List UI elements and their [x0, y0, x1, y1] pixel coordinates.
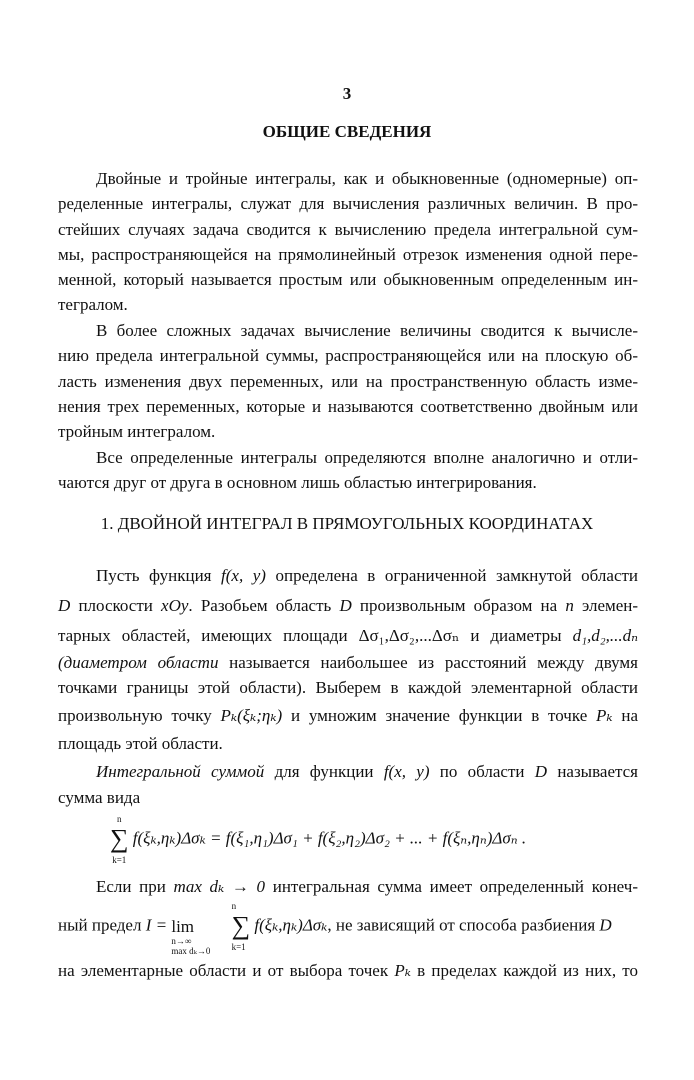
text-line: ласть изменения двух переменных, или на пространственную область изме- [58, 372, 638, 391]
formula-diameters: d₁,d₂,...dₙ [572, 626, 639, 645]
text-line: Если при max dₖ → 0 интегральная сумма имеет определенный конеч- [96, 877, 639, 896]
text-line: ределенные интегралы, служат для вычисления различных величин. В про- [58, 194, 638, 213]
text-line: стейших случаях задача сводится к вычислению предела интегральной сум- [58, 220, 638, 239]
text-line: нию предела интегральной суммы, распространяющейся или на плоскую об- [58, 346, 638, 365]
sum-symbol: n ∑ k=1 [110, 814, 129, 865]
text-line: Пусть функция f(x, y) определена в ограниченной замкнутой области [96, 566, 639, 585]
section-title-general: ОБЩИЕ СВЕДЕНИЯ [262, 122, 432, 141]
text-line: площадь этой области. [58, 734, 223, 753]
text-line: Интегральной суммой для функции f(x, y) по области D называется [96, 762, 639, 781]
text-line: D плоскости xOy. Разобьем область D произвольным образом на n элемен- [58, 596, 639, 615]
text-line: тарных областей, имеющих площади Δσ₁,Δσ₂,...Δσₙ и диаметры d₁,d₂,...dₙ [58, 626, 639, 645]
text-line: Все определенные интегралы определяются вполне аналогично и отли- [96, 448, 638, 467]
text-line: ный предел I = lim n→∞ max dₖ→0 n ∑ k=1 f(ξₖ,ηₖ)Δσₖ, не зависящий от способа разбиения D [58, 901, 612, 956]
text-line: нения трех переменных, которые и называются соответственно двойным или [58, 397, 638, 416]
formula-areas: Δσ₁,Δσ₂,...Δσₙ [358, 626, 460, 645]
text-line: произвольную точку Pₖ(ξₖ;ηₖ) и умножим значение функции в точке Pₖ на [58, 706, 639, 725]
equation-integral-sum: n ∑ k=1 f(ξₖ,ηₖ)Δσₖ = f(ξ₁,η₁)Δσ₁ + f(ξ₂,η₂)Δσ₂ + ... + f(ξₙ,ηₙ)Δσₙ . [110, 814, 527, 865]
text-line: менной, который называется простым или обыкновенным определенным ин- [58, 270, 638, 289]
page-number: 3 [342, 84, 352, 103]
text-line: точками границы этой области). Выберем в каждой элементарной области [58, 678, 638, 697]
formula-max-d: max dₖ → 0 [173, 877, 266, 896]
section-title-1: 1. ДВОЙНОЙ ИНТЕГРАЛ В ПРЯМОУГОЛЬНЫХ КООРДИНАТАХ [100, 514, 594, 533]
formula-point: Pₖ(ξₖ;ηₖ) [220, 706, 283, 725]
limit-symbol: lim n→∞ max dₖ→0 [171, 916, 211, 956]
text-line: чаются друг от друга в основном лишь областью интегрирования. [58, 473, 537, 492]
text-line: В более сложных задачах вычисление величины сводится к вычисле- [96, 321, 638, 340]
text-line: (диаметром области называется наибольшее из расстояний между двумя [58, 653, 638, 672]
text-line: мы, распространяющейся на прямолинейный отрезок изменения одной пере- [58, 245, 638, 264]
text-line: Двойные и тройные интегралы, как и обыкновенные (одномерные) оп- [96, 169, 638, 188]
formula-fxy: f(x, y) [221, 566, 266, 585]
text-line: сумма вида [58, 788, 141, 807]
text-line: тройным интегралом. [58, 422, 216, 441]
sum-symbol: n ∑ k=1 [231, 901, 251, 952]
text-line: тегралом. [58, 295, 128, 314]
text-line: на элементарные области и от выбора точек Pₖ в пределах каждой из них, то [58, 961, 639, 980]
